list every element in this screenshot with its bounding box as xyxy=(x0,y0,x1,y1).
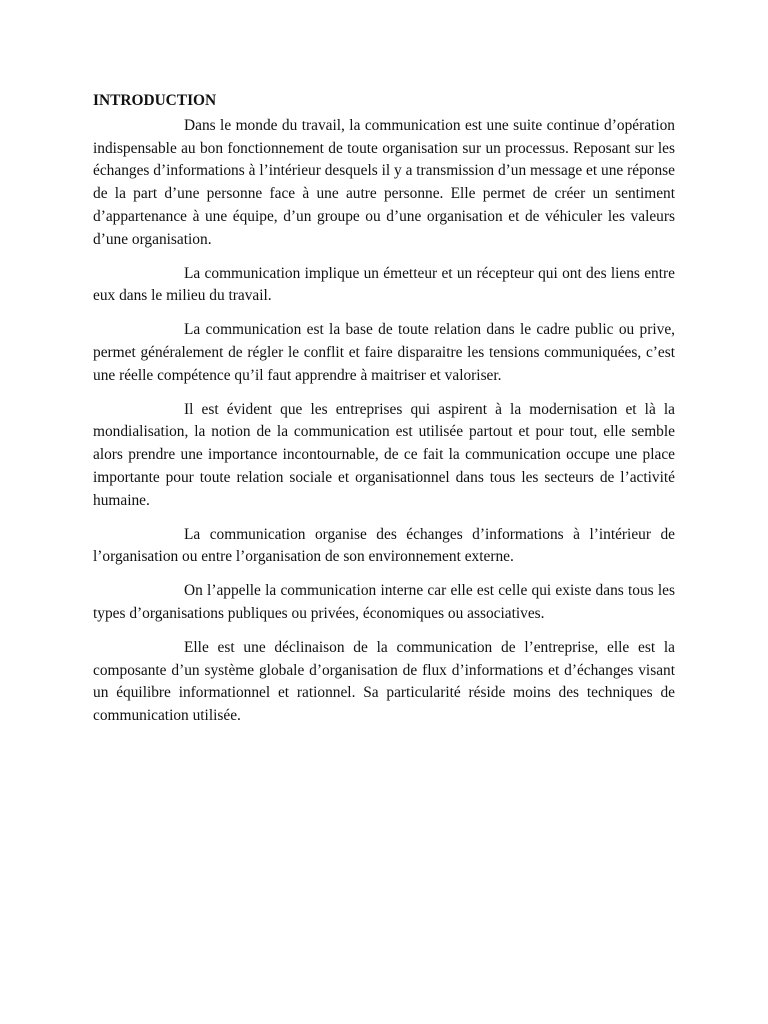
paragraph-1: Dans le monde du travail, la communication est une suite continue d’opération indispensable au bon fonctionnement de toute organisation sur un processus. Reposant sur les échanges d’informations à l’intérieur desquels il y a transmission d’un message et une réponse de la part d’une personne face à une autre personne. Elle permet de créer un sentiment d’appartenance à une équipe, d’un groupe ou d’une organisation et de véhiculer les valeurs d’une organisation. xyxy=(93,116,675,248)
paragraph-5: La communication organise des échanges d’informations à l’intérieur de l’organisation ou entre l’organisation de son environnement externe. xyxy=(93,525,675,566)
paragraph-2: La communication implique un émetteur et un récepteur qui ont des liens entre eux dans le milieu du travail. xyxy=(93,264,675,305)
paragraph-6: On l’appelle la communication interne car elle est celle qui existe dans tous les types d’organisations publiques ou privées, économiques ou associatives. xyxy=(93,582,675,622)
section-title: INTRODUCTION xyxy=(93,92,217,109)
document-body xyxy=(93,90,675,739)
paragraph-7: Elle est une déclinaison de la communication de l’entreprise, elle est la composante d’un système globale d’organisation de flux d’informations et d’échanges visant un équilibre informationnel et rationnel. Sa particularité réside moins des techniques de communication utilisée. xyxy=(93,638,675,725)
paragraph-4: Il est évident que les entreprises qui aspirent à la modernisation et là la mondialisation, la notion de la communication est utilisée partout et pour tout, elle semble alors prendre une importance incontournable, de ce fait la communication occupe une place importante pour toute relation sociale et organisationnel dans tous les secteurs de l’activité humaine. xyxy=(93,400,675,509)
paragraph-3: La communication est la base de toute relation dans le cadre public ou prive, permet généralement de régler le conflit et faire disparaitre les tensions communiquées, c’est une réelle compétence qu’il faut apprendre à maitriser et valoriser. xyxy=(93,321,675,384)
